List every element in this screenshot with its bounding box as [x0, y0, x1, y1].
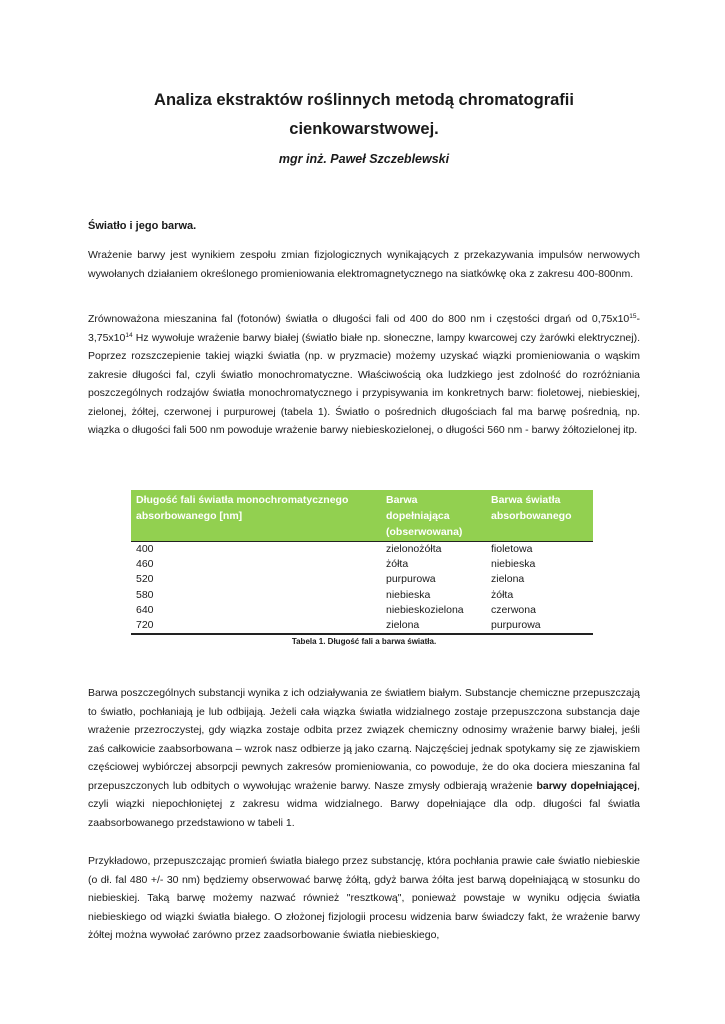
- table-header-complementary: Barwa dopełniająca (obserwowana): [381, 490, 486, 542]
- table-cell: 460: [136, 558, 154, 571]
- table-cell: niebieskozielona: [386, 603, 464, 616]
- table-cell: żółta: [386, 558, 409, 571]
- paragraph-1: Wrażenie barwy jest wynikiem zespołu zmian fizjologicznych wynikających z przekazywania impulsów nerwowych wywołanych działaniem określonego promieniowania elektromagnetycznego na siatkówkę oka z zakresu 400-800nm.: [88, 249, 640, 280]
- table-cell: purpurowa: [386, 573, 436, 586]
- paragraph-3-bold: barwy dopełniającej: [536, 779, 638, 792]
- wavelength-color-table: [131, 490, 593, 635]
- paragraph-2-part-b: -3,75x10: [88, 313, 640, 344]
- document-title: [88, 86, 640, 144]
- table-cell: niebieska: [386, 588, 431, 601]
- table-cell: 400: [136, 543, 154, 555]
- table-cell: niebieska: [491, 558, 536, 571]
- paragraph-3: [88, 684, 640, 832]
- table-cell: 520: [136, 573, 154, 586]
- paragraph-4: Przykładowo, przepuszczając promień światła białego przez substancję, która pochłania prawie całe światło niebieskie (o dł. fal 480 +/- 30 nm) będziemy obserwować barwę żółtą, gdyż barwa żółta jest barwą dopełniającą w stosunku do niebieskiej. Taką barwę możemy nazwać również "resztkową", ponieważ powstaje w wyniku odjęcia światła niebieskiego od wiązki światła białego. O złożonej fizjologii procesu widzenia barw świadczy fakt, że wrażenie barwy żółtej można wywołać zarówno przez zaadsorbowanie światła niebieskiego,: [88, 855, 640, 941]
- section-title: Światło i jego barwa.: [88, 220, 197, 232]
- table-row: [131, 572, 593, 587]
- exponent-1: 15: [629, 313, 637, 320]
- paragraph-2-part-a: Zrównoważona mieszanina fal (fotonów) światła o długości fali od 400 do 800 nm i częstości drgań od 0,75x10: [88, 313, 630, 325]
- table-cell: 580: [136, 588, 154, 601]
- table-row: [131, 588, 593, 603]
- paragraph-2: [88, 310, 640, 440]
- table-row: [131, 618, 593, 634]
- table-row: [131, 603, 593, 618]
- table-row: [131, 542, 593, 558]
- title-line-1: Analiza ekstraktów roślinnych metodą chromatografii: [154, 91, 574, 109]
- table-row: [131, 557, 593, 572]
- table-cell: 720: [136, 619, 154, 632]
- exponent-2: 14: [125, 331, 133, 339]
- table-cell: zielona: [491, 573, 525, 586]
- table-header-wavelength: Długość fali światła monochromatycznego absorbowanego [nm]: [131, 490, 381, 542]
- title-line-2: cienkowarstwowej.: [289, 120, 439, 138]
- table-cell: 640: [136, 603, 154, 616]
- table-header-row: [131, 490, 593, 542]
- paragraph-3-part-a: Barwa poszczególnych substancji wynika z ich odziaływania ze światłem białym. Substancje chemiczne przepuszczają to światło, pochłaniają je lub odbijają. Jeżeli cała wiązka światła widzialnego zostaje przepuszczona substancja daje wrażenie przezroczystej, gdy wiązka zostaje odbita przez związek chemiczny odnosimy wrażenie barwy białej, jeśli zaś całkowicie zaabsorbowana – wzrok nasz odbierze ją jako czarną. Najczęściej jednak spotykamy się ze zjawiskiem częściowej wybiórczej absorpcji pewnych zakresów promieniowania, co powoduje, że do oka dociera mieszanina fal przepuszczonych lub odbitych o wywołując wrażenie barwy. Nasze zmysły odbierają wrażenie: [88, 687, 640, 792]
- table-cell: zielona: [386, 619, 420, 632]
- table-cell: zielonożółta: [386, 543, 442, 555]
- table-caption: Tabela 1. Długość fali a barwa światła.: [291, 637, 437, 646]
- table-cell: żółta: [491, 588, 514, 601]
- author-name: mgr inż. Paweł Szczeblewski: [278, 152, 450, 166]
- paragraph-2-part-c: Hz wywołuje wrażenie barwy białej (światło białe np. słoneczne, lampy kwarcowej czy żarówki elektrycznej). Poprzez rozszczepienie takiej wiązki światła (np. w pryzmacie) możemy uzyskać wiązki promieniowania o wąskim zakresie długości fal, czyli światło monochromatyczne. Właściwością oka ludzkiego jest zdolność do rozróżniania poszczególnych rodzajów światła monochromatycznego i przypisywania im konkretnych barw: fioletowej, niebieskiej, zielonej, żółtej, czerwonej i purpurowej (tabela 1). Światło o pośrednich długościach fal ma barwę pośrednią, np. wiązka o długości fali 500 nm powoduje wrażenie barwy niebieskozielonej, o długości 560 nm - barwy żółtozielonej itp.: [88, 331, 640, 436]
- table-cell: fioletowa: [491, 543, 533, 555]
- paragraph-3-part-b: , czyli wiązki niepochłoniętej z zakresu widma widzialnego. Barwy dopełniające dla odp. długości fal światła zaabsorbowanego przedstawiono w tabeli 1.: [88, 779, 640, 829]
- table-cell: purpurowa: [491, 619, 541, 632]
- table-header-absorbed: Barwa światła absorbowanego: [486, 490, 593, 542]
- table-cell: czerwona: [491, 603, 536, 616]
